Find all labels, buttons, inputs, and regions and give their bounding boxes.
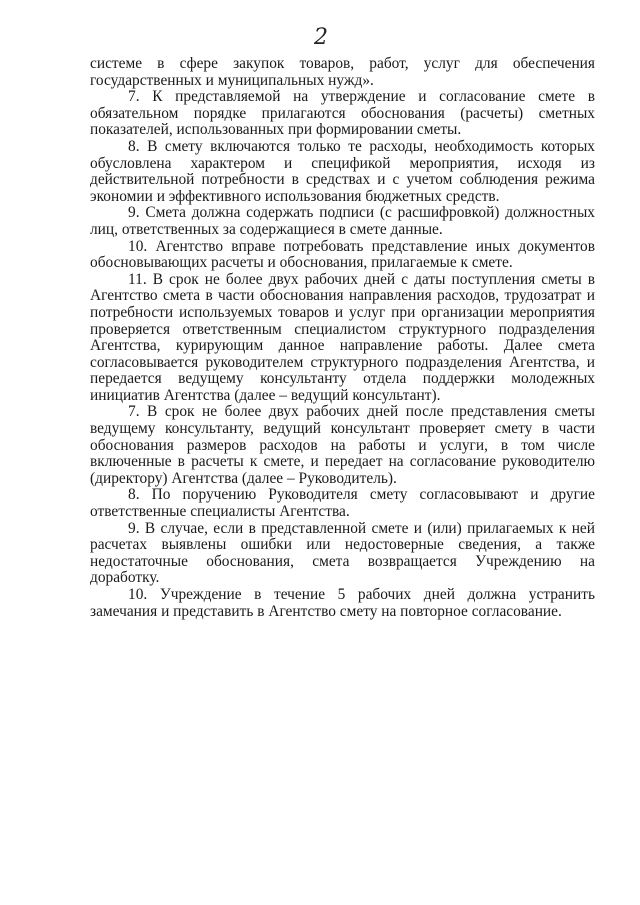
paragraph-item-7-repeat: 7. В срок не более двух рабочих дней после представления сметы ведущему консультанту, ведущий консультант проверяет смету в части обоснования размеров расходов на работы и услуги, в том числе включенные в расчеты к смете, и передает на согласование руководителю (директору) Агентства (далее – Руководитель). <box>90 403 595 487</box>
paragraph-continuation: системе в сфере закупок товаров, работ, услуг для обеспечения государственных и муниципальных нужд». <box>90 55 595 89</box>
paragraph-item-9: 9. Смета должна содержать подписи (с расшифровкой) должностных лиц, ответственных за содержащиеся в смете данные. <box>90 204 595 238</box>
paragraph-item-10: 10. Агентство вправе потребовать представление иных документов обосновывающих расчеты и обоснования, прилагаемые к смете. <box>90 237 595 272</box>
paragraph-item-8-repeat: 8. По поручению Руководителя смету согласовывают и другие ответственные специалисты Агентства. <box>90 486 595 521</box>
paragraph-item-11: 11. В срок не более двух рабочих дней с даты поступления сметы в Агентство смета в части обоснования направления расходов, трудозатрат и потребности используемых товаров и услуг при организации мероприятия проверяется ответственным специалистом структурного подразделения Агентства, курирующим данное направление работы. Далее смета согласовывается руководителем структурного подразделения Агентства, и передается ведущему консультанту отдела поддержки молодежных инициатив Агентства (далее – ведущий консультант). <box>90 270 595 404</box>
paragraph-item-10-repeat: 10. Учреждение в течение 5 рабочих дней должна устранить замечания и представить в Агентство смету на повторное согласование. <box>90 586 595 620</box>
paragraph-item-8: 8. В смету включаются только те расходы, необходимость которых обусловлена характером и спецификой мероприятия, исходя из действительной потребности в средствах и с учетом соблюдения режима экономии и эффективного использования бюджетных средств. <box>90 137 595 205</box>
paragraph-item-9-repeat: 9. В случае, если в представленной смете и (или) прилагаемых к ней расчетах выявлены ошибки или недостоверные сведения, а также недостаточные обоснования, смета возвращается Учреждению на доработку. <box>90 519 595 587</box>
paragraph-item-7: 7. К представляемой на утверждение и согласование смете в обязательном порядке прилагаются обоснования (расчеты) сметных показателей, использованных при формировании сметы. <box>90 88 595 139</box>
document-body <box>90 56 595 620</box>
page-number: 2 <box>314 25 328 50</box>
